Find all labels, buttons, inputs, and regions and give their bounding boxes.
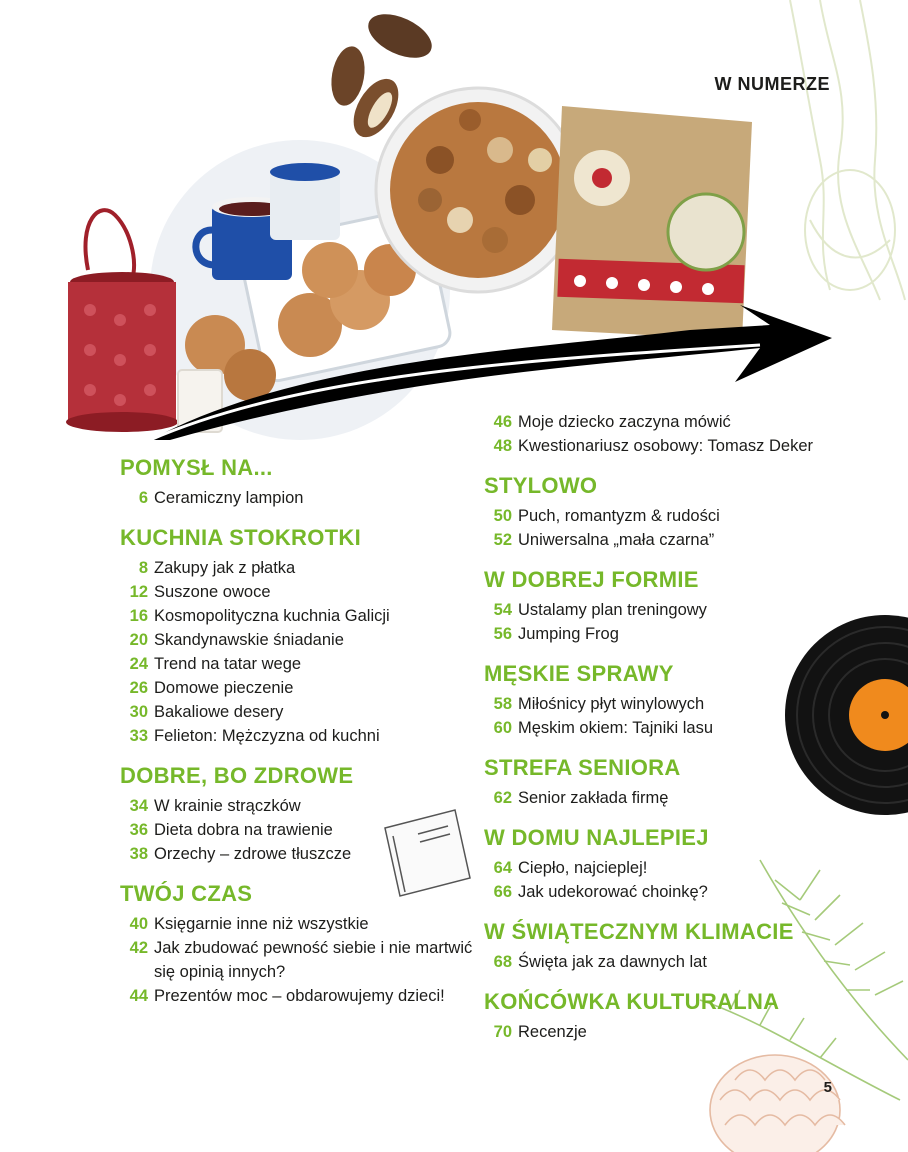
toc-left-column bbox=[120, 454, 500, 1022]
toc-page-number: 58 bbox=[493, 695, 512, 713]
toc-item-title: Moje dziecko zaczyna mówić bbox=[518, 413, 731, 431]
toc-section-title: KOŃCÓWKA KULTURALNA bbox=[484, 989, 780, 1014]
toc-item[interactable] bbox=[120, 912, 500, 936]
toc-page-number: 24 bbox=[129, 655, 148, 673]
toc-section bbox=[120, 454, 500, 510]
toc-item-title: Święta jak za dawnych lat bbox=[518, 953, 707, 971]
toc-section bbox=[484, 824, 844, 904]
toc-section-title: STYLOWO bbox=[484, 473, 598, 498]
toc-page-number: 38 bbox=[129, 845, 148, 863]
toc-section-title: W DOMU NAJLEPIEJ bbox=[484, 825, 709, 850]
toc-section bbox=[484, 988, 844, 1044]
toc-item-title: Kwestionariusz osobowy: Tomasz Deker bbox=[518, 437, 813, 455]
toc-item-title: Skandynawskie śniadanie bbox=[154, 631, 344, 649]
toc-item[interactable] bbox=[484, 622, 844, 646]
toc-item[interactable] bbox=[120, 556, 500, 580]
toc-item-title: Dieta dobra na trawienie bbox=[154, 821, 333, 839]
toc-section bbox=[120, 524, 500, 748]
toc-section-title: MĘSKIE SPRAWY bbox=[484, 661, 674, 686]
toc-item[interactable] bbox=[484, 692, 844, 716]
toc-page-number: 36 bbox=[129, 821, 148, 839]
toc-item[interactable] bbox=[120, 628, 500, 652]
toc-page-number: 62 bbox=[493, 789, 512, 807]
toc-item[interactable] bbox=[484, 528, 844, 552]
toc-page-number: 16 bbox=[129, 607, 148, 625]
pinecone-sketch-illustration bbox=[710, 1055, 845, 1152]
nuts-bowl-photo bbox=[376, 88, 580, 292]
toc-page-number: 44 bbox=[129, 987, 148, 1005]
toc-page-number: 6 bbox=[138, 489, 148, 507]
toc-section-title: W DOBREJ FORMIE bbox=[484, 567, 699, 592]
toc-page-number: 34 bbox=[129, 797, 148, 815]
toc-section bbox=[484, 660, 844, 740]
toc-section-title: W ŚWIĄTECZNYM KLIMACIE bbox=[484, 919, 794, 944]
toc-item[interactable] bbox=[484, 504, 844, 528]
section-header-title: W NUMERZE bbox=[714, 74, 830, 94]
toc-item-title: Miłośnicy płyt winylowych bbox=[518, 695, 705, 713]
toc-item-title: Ciepło, najcieplej! bbox=[518, 859, 648, 877]
toc-page-number: 54 bbox=[493, 601, 512, 619]
toc-section bbox=[120, 880, 500, 1008]
toc-item[interactable] bbox=[484, 598, 844, 622]
toc-page-number: 60 bbox=[493, 719, 512, 737]
toc-item[interactable] bbox=[484, 716, 844, 740]
toc-section-title: POMYSŁ NA... bbox=[120, 455, 273, 480]
toc-section bbox=[484, 754, 844, 810]
toc-item-title: Bakaliowe desery bbox=[154, 703, 284, 721]
toc-page-number: 12 bbox=[129, 583, 148, 601]
toc-page-number: 68 bbox=[493, 953, 512, 971]
toc-item-title: Trend na tatar wege bbox=[154, 655, 302, 673]
toc-page-number: 48 bbox=[493, 437, 512, 455]
toc-item[interactable] bbox=[484, 856, 844, 880]
toc-page-number: 33 bbox=[129, 727, 148, 745]
toc-page-number: 8 bbox=[138, 559, 148, 577]
toc-item[interactable] bbox=[120, 486, 500, 510]
toc-item-title: Uniwersalna „mała czarna” bbox=[518, 531, 715, 549]
toc-item[interactable] bbox=[120, 700, 500, 724]
toc-item-title: W krainie strączków bbox=[154, 797, 301, 815]
toc-item-title: Jak zbudować pewność siebie i nie martwić się opinią innych? bbox=[154, 939, 473, 981]
toc-section bbox=[120, 762, 500, 866]
toc-section bbox=[484, 472, 844, 552]
toc-item-title: Ceramiczny lampion bbox=[154, 489, 304, 507]
toc-item-title: Ustalamy plan treningowy bbox=[518, 601, 707, 619]
toc-section-title: KUCHNIA STOKROTKI bbox=[120, 525, 361, 550]
toc-item[interactable] bbox=[120, 794, 500, 818]
toc-item-title: Orzechy – zdrowe tłuszcze bbox=[154, 845, 352, 863]
toc-item-title: Kosmopolityczna kuchnia Galicji bbox=[154, 607, 390, 625]
toc-item[interactable] bbox=[120, 652, 500, 676]
toc-page-number: 20 bbox=[129, 631, 148, 649]
toc-section-title: STREFA SENIORA bbox=[484, 755, 681, 780]
toc-page-number: 46 bbox=[493, 413, 512, 431]
toc-item-title: Zakupy jak z płatka bbox=[154, 559, 296, 577]
toc-item[interactable] bbox=[120, 936, 500, 984]
toc-item-title: Suszone owoce bbox=[154, 583, 271, 601]
toc-item[interactable] bbox=[120, 604, 500, 628]
toc-item[interactable] bbox=[120, 818, 500, 842]
toc-item-title: Felieton: Mężczyzna od kuchni bbox=[154, 727, 380, 745]
toc-item-title: Jumping Frog bbox=[518, 625, 619, 643]
toc-page-number: 26 bbox=[129, 679, 148, 697]
toc-continued-items bbox=[484, 410, 844, 458]
toc-page-number: 56 bbox=[493, 625, 512, 643]
toc-item[interactable] bbox=[120, 580, 500, 604]
toc-page-number: 52 bbox=[493, 531, 512, 549]
toc-item-title: Domowe pieczenie bbox=[154, 679, 294, 697]
garlic-sketch-illustration bbox=[790, 0, 905, 300]
toc-item[interactable] bbox=[120, 724, 500, 748]
toc-item-title: Męskim okiem: Tajniki lasu bbox=[518, 719, 714, 737]
toc-item-title: Jak udekorować choinkę? bbox=[518, 883, 708, 901]
toc-item-title: Puch, romantyzm & rudości bbox=[518, 507, 720, 525]
page-number: 5 bbox=[823, 1079, 832, 1096]
toc-page-number: 40 bbox=[129, 915, 148, 933]
toc-item[interactable] bbox=[120, 842, 500, 866]
toc-item[interactable] bbox=[484, 410, 844, 434]
toc-section bbox=[484, 566, 844, 646]
toc-item[interactable] bbox=[484, 880, 844, 904]
toc-page-number: 50 bbox=[493, 507, 512, 525]
toc-item[interactable] bbox=[484, 786, 844, 810]
toc-right-column bbox=[484, 410, 844, 1058]
toc-item[interactable] bbox=[484, 434, 844, 458]
toc-page-number: 66 bbox=[493, 883, 512, 901]
toc-page-number: 42 bbox=[129, 939, 148, 957]
toc-item[interactable] bbox=[484, 950, 844, 974]
toc-page-number: 70 bbox=[493, 1023, 512, 1041]
toc-section-title: DOBRE, BO ZDROWE bbox=[120, 763, 354, 788]
toc-item[interactable] bbox=[120, 984, 500, 1008]
toc-item[interactable] bbox=[120, 676, 500, 700]
toc-item-title: Księgarnie inne niż wszystkie bbox=[154, 915, 369, 933]
toc-item-title: Prezentów moc – obdarowujemy dzieci! bbox=[154, 987, 445, 1005]
burlap-decor-photo bbox=[552, 106, 752, 340]
toc-page-number: 30 bbox=[129, 703, 148, 721]
toc-section bbox=[484, 918, 844, 974]
toc-item-title: Senior zakłada firmę bbox=[518, 789, 669, 807]
toc-section-title: TWÓJ CZAS bbox=[120, 881, 253, 906]
toc-page-number: 64 bbox=[493, 859, 512, 877]
toc-item-title: Recenzje bbox=[518, 1023, 587, 1041]
toc-item[interactable] bbox=[484, 1020, 844, 1044]
